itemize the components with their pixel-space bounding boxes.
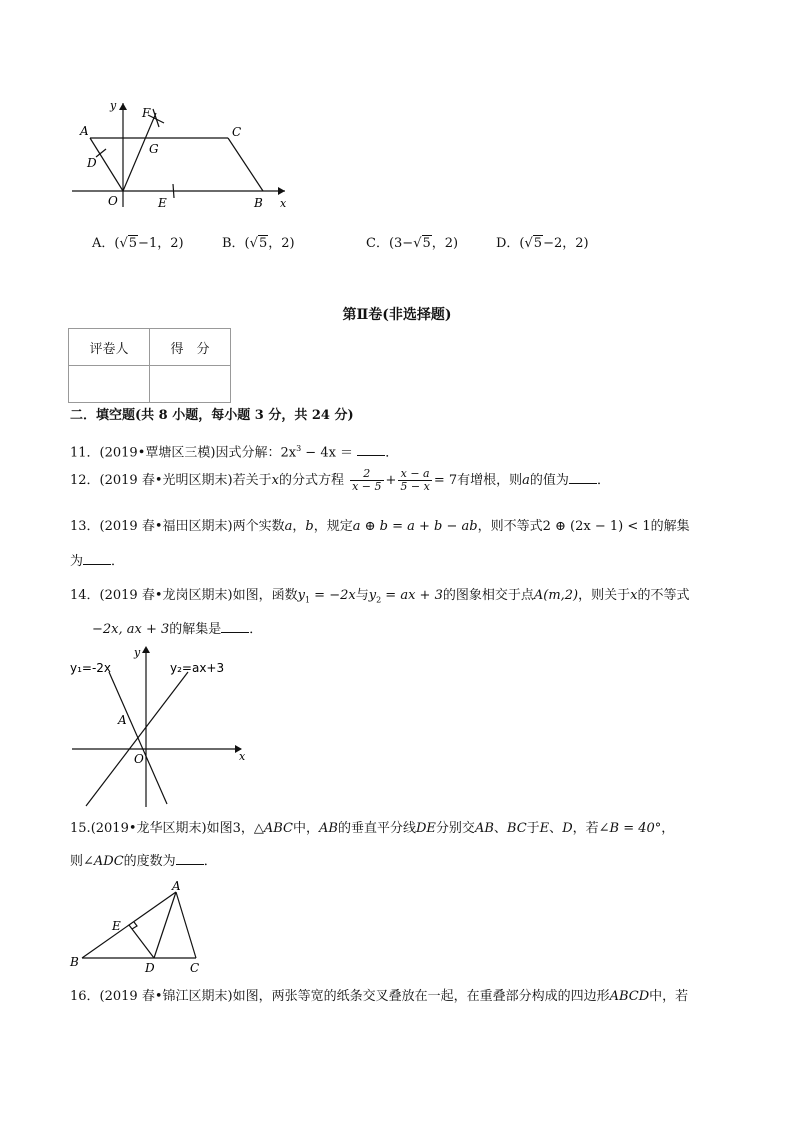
question-14: 14．(2019 春•龙岗区期末)如图，函数$y_1 = -2x$与$y_2$ = ax + 3的图象相交于点A(m,2)，则关于x的不等式	[70, 588, 690, 605]
label-C: C	[232, 125, 242, 139]
answer-blank[interactable]	[357, 443, 385, 456]
question-16: 16．(2019 春•锦江区期末)如图，两张等宽的纸条交叉叠放在一起，在重叠部分构成的四边形ABCD中，若	[70, 989, 689, 1004]
score-table-cell	[69, 366, 150, 403]
label-x: x	[239, 750, 246, 763]
fraction-2: $\frac{x - a}{5 - x}$	[400, 467, 430, 493]
score-table-cell	[150, 366, 231, 403]
option-a: A．(√5−1，2)	[92, 236, 184, 251]
label-D: D	[87, 156, 97, 170]
question-14-line2: −2x, ax + 3的解集是 ．	[92, 622, 263, 637]
question-15: 15.(2019•龙华区期末)如图3，△ABC中，AB的垂直平分线DE分别交AB、BC于E、D，若∠B = 40°，	[70, 821, 675, 836]
score-table-col1: 评卷人	[69, 329, 150, 366]
question-15-line2: 则∠ADC的度数为 ．	[70, 854, 217, 869]
question-13-line2: 为 ．	[70, 554, 125, 569]
segment-cb	[228, 138, 263, 191]
label-A: A	[80, 124, 89, 138]
answer-blank[interactable]	[221, 620, 249, 633]
label-B: B	[254, 196, 263, 210]
parallelogram-figure	[60, 95, 300, 215]
segment-ad	[154, 892, 176, 958]
label-O: O	[108, 194, 118, 208]
answer-blank[interactable]	[83, 552, 111, 565]
score-table	[68, 328, 231, 403]
answer-blank[interactable]	[569, 471, 597, 484]
label-y1: y₁=-2x	[70, 661, 112, 675]
segment-ed	[129, 925, 154, 958]
question-11: 11．(2019•覃塘区三模)因式分解：$2x^3 - 4x$ ＝ ．	[70, 444, 399, 461]
label-A: A	[118, 713, 127, 727]
label-y2: y₂=ax+3	[170, 661, 225, 675]
label-G: G	[149, 142, 159, 156]
label-C: C	[190, 961, 200, 975]
lines-figure	[66, 642, 256, 810]
triangle-figure	[66, 878, 216, 978]
label-A: A	[172, 879, 181, 893]
label-E: E	[112, 919, 121, 933]
fill-blank-heading: 二．填空题(共 8 小题，每小题 3 分，共 24 分)	[70, 408, 354, 423]
label-E: E	[158, 196, 167, 210]
option-c: C．(3−√5，2)	[366, 236, 459, 251]
label-D: D	[145, 961, 155, 975]
segment-ac	[176, 892, 196, 958]
label-B: B	[70, 955, 79, 969]
section-title: 第Ⅱ卷(非选择题)	[342, 307, 452, 323]
question-13: 13．(2019 春•福田区期末)两个实数a，b，规定a ⊕ b = a + b − ab，则不等式2 ⊕ (2x − 1) < 1的解集	[70, 519, 690, 534]
label-x: x	[280, 197, 287, 210]
label-F: F	[142, 106, 151, 120]
answer-blank[interactable]	[176, 852, 204, 865]
label-y: y	[110, 99, 117, 112]
question-12: 12．(2019 春•光明区期末)若关于x的分式方程 $\frac{2}{x - 5}$ + $\frac{x - a}{5 - x}$ = 7有增根，则a的值为 ．	[70, 467, 610, 493]
score-table-col2: 得 分	[150, 329, 231, 366]
option-b: B．(√5，2)	[222, 236, 295, 251]
option-d: D．(√5−2，2)	[496, 236, 589, 251]
fraction-1: $\frac{2}{x - 5}$	[352, 467, 382, 493]
label-y: y	[134, 646, 141, 659]
line-y2	[86, 672, 188, 806]
label-O: O	[134, 752, 144, 766]
